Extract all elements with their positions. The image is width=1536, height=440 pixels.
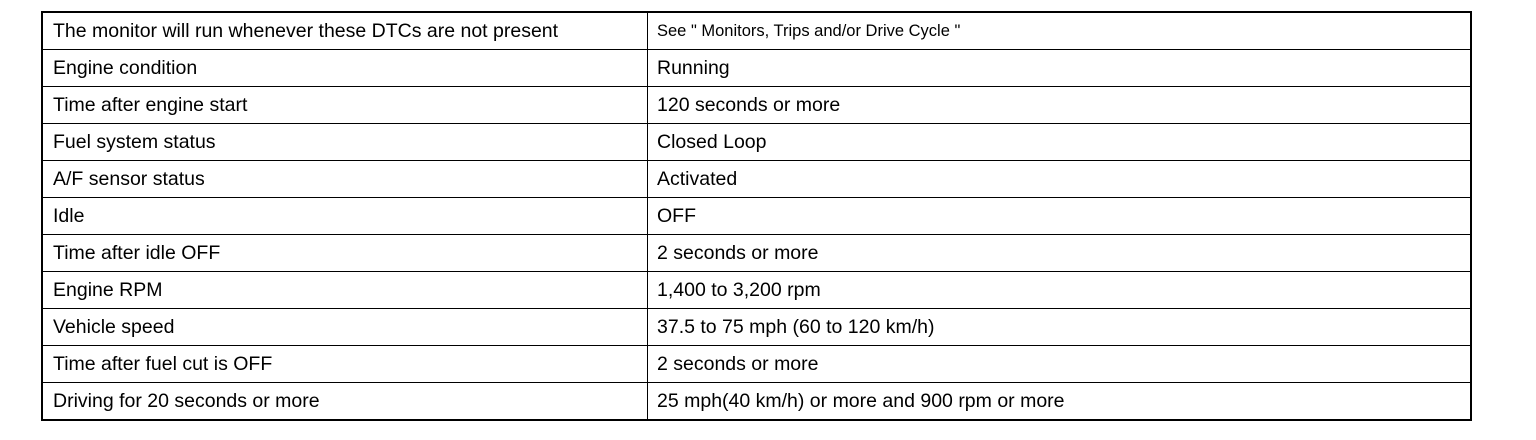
condition-value-cell: Closed Loop (648, 124, 1472, 161)
condition-value-cell: 2 seconds or more (648, 235, 1472, 272)
condition-value-cell: 25 mph(40 km/h) or more and 900 rpm or more (648, 383, 1472, 421)
condition-value-cell: 120 seconds or more (648, 87, 1472, 124)
condition-item-cell: The monitor will run whenever these DTCs are not present (42, 12, 648, 50)
table-row (42, 12, 1471, 50)
table-row (42, 198, 1471, 235)
table-row (42, 87, 1471, 124)
condition-value-cell: OFF (648, 198, 1472, 235)
table-row (42, 383, 1471, 421)
condition-item-cell: Driving for 20 seconds or more (42, 383, 648, 421)
table-row (42, 235, 1471, 272)
table-row (42, 309, 1471, 346)
condition-item-cell: Fuel system status (42, 124, 648, 161)
condition-item-cell: Idle (42, 198, 648, 235)
table-row (42, 124, 1471, 161)
monitor-conditions-table (41, 11, 1472, 421)
condition-value-cell: 2 seconds or more (648, 346, 1472, 383)
condition-item-cell: Vehicle speed (42, 309, 648, 346)
table-row (42, 272, 1471, 309)
table-row (42, 161, 1471, 198)
condition-item-cell: A/F sensor status (42, 161, 648, 198)
condition-item-cell: Time after idle OFF (42, 235, 648, 272)
condition-item-cell: Engine RPM (42, 272, 648, 309)
condition-item-cell: Engine condition (42, 50, 648, 87)
condition-item-cell: Time after engine start (42, 87, 648, 124)
condition-item-cell: Time after fuel cut is OFF (42, 346, 648, 383)
condition-value-cell: Activated (648, 161, 1472, 198)
condition-value-cell: See " Monitors, Trips and/or Drive Cycle " (648, 12, 1472, 50)
table-body (42, 12, 1471, 420)
table-row (42, 50, 1471, 87)
condition-value-cell: 1,400 to 3,200 rpm (648, 272, 1472, 309)
condition-value-cell: Running (648, 50, 1472, 87)
table-row (42, 346, 1471, 383)
condition-value-cell: 37.5 to 75 mph (60 to 120 km/h) (648, 309, 1472, 346)
